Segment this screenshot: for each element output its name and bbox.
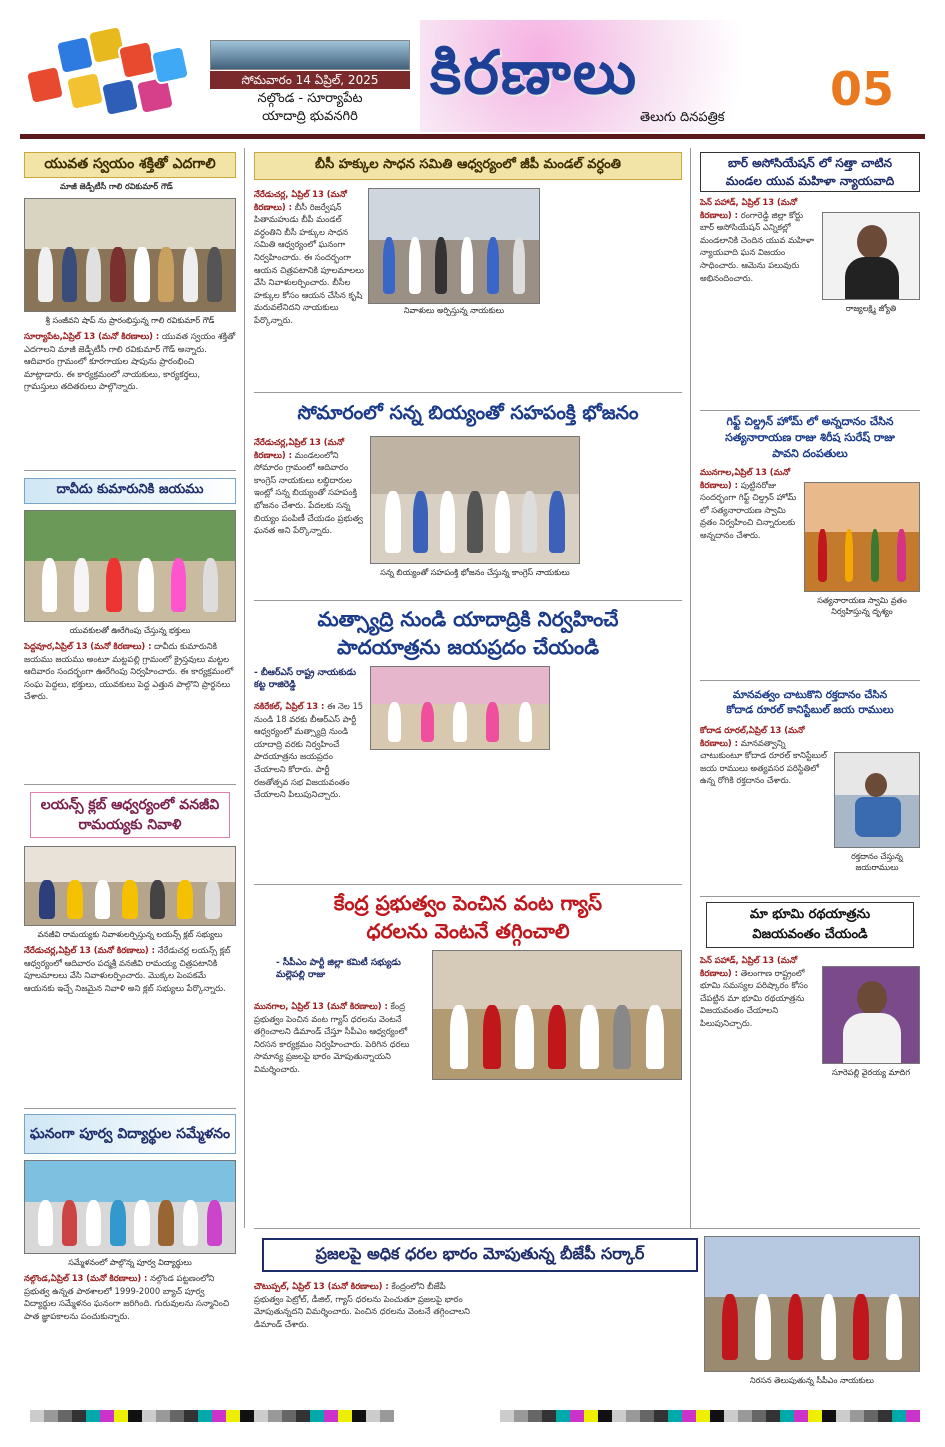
byline-padayatra: - బీఆర్ఎస్ రాష్ట్ర నాయకుడు కట్ట రాజిరెడ్డి	[254, 668, 357, 690]
headline-annadanam-line-3: పావని దంపతులు	[772, 447, 848, 460]
caption-rice: సన్న బియ్యంతో సహపంక్తి భోజనం చేస్తున్న కాంగ్రెస్ నాయకులు	[380, 568, 570, 577]
article-dateline: మునగాల,ఏప్రిల్ 13 (మనో కిరణాలు) :	[700, 467, 791, 490]
photo-davidu-procession	[24, 510, 236, 622]
region-line-1: నల్గొండ - సూర్యాపేట	[257, 91, 363, 106]
article-dateline: నేరేడుచర్ల,ఏప్రిల్ 13 (మనో కిరణాలు) :	[254, 437, 344, 460]
photo-bc-tribute	[368, 188, 540, 304]
headline-gas-line-1: కేంద్ర ప్రభుత్వం పెంచిన వంట గ్యాస్	[333, 891, 603, 915]
headline-constable	[700, 686, 920, 720]
color-bar-right	[500, 1410, 920, 1422]
headline-gas	[254, 888, 682, 946]
body-bjp-continued	[476, 1280, 698, 1392]
photo-constable-blood-donation	[834, 752, 920, 848]
cube-icon	[65, 71, 105, 111]
article-dateline: పెద్దవూర,ఏప్రిల్ 13 (మనో కిరణాలు) :	[24, 641, 152, 651]
caption-youth: శ్రీ సంజీవని షాప్ ను ప్రారంభిస్తున్న గాలి రవికుమార్ గౌడ్	[45, 316, 215, 325]
body-annadanam: మునగాల,ఏప్రిల్ 13 (మనో కిరణాలు) : పుట్టినరోజు సందర్భంగా గిఫ్ట్ చిల్డ్రన్ హోమ్ లో సత్యనారాయణ స్వామి వ్రతం నిర్వహించి చిన్నారులకు అన్నదానం చేశారు.	[700, 467, 797, 540]
headline-padayatra-line-1: మత్స్యాద్రి నుండి యాదాద్రికి నిర్వహించే	[317, 607, 619, 631]
caption-alumni: సమ్మేళనంలో పాల్గొన్న పూర్వ విద్యార్థులు	[68, 1258, 192, 1267]
article-divider	[700, 410, 920, 411]
byline-gas: - సీపీఎం పార్టీ జిల్లా కమిటీ సభ్యుడు మల్లెపల్లి రాజు	[276, 958, 401, 980]
caption-bc: నివాళులు అర్పిస్తున్న నాయకులు	[403, 306, 505, 315]
headline-gas-line-2: ధరలను వెంటనే తగ్గించాలి	[366, 919, 570, 943]
body-padayatra: నకిరేకల్, ఏప్రిల్ 13 : ఈ నెల 15 నుండి 18 వరకు బీఆర్ఎస్ పార్టీ ఆధ్వర్యంలో మత్స్యాద్రి నుండి యాదాద్రి వరకు నిర్వహించే పాదయాత్రను జయప్రదం చేయాలని కోరారు. పార్టీ రజతోత్సవ సభ విజయవంతం చేయాలని పిలుపునిచ్చారు.	[254, 701, 364, 800]
edition-region	[210, 90, 410, 126]
article-dateline: సూర్యాపేట,ఏప్రిల్ 13 (మనో కిరణాలు) :	[24, 331, 160, 341]
cube-icon	[100, 77, 140, 117]
article-dateline: నేరేడుచర్ల,ఏప్రిల్ 13 (మనో కిరణాలు) :	[24, 945, 155, 955]
region-line-2: యాదాద్రి భువనగిరి	[262, 109, 358, 124]
article-divider	[24, 784, 236, 785]
body-bar: పెన్ పహాడ్, ఏప్రిల్ 13 (మనో కిరణాలు) : రంగారెడ్డి జిల్లా కోర్టు బార్ అసోసియేషన్ ఎన్నికల్లో మండలానికి చెందిన యువ మహిళా న్యాయవాది ఘన విజయం సాధించారు. ఆమెను పలువురు అభినందించారు.	[700, 197, 815, 283]
headline-rice: సోమారంలో సన్న బియ్యంతో సహపంక్తి భోజనం	[297, 401, 639, 424]
article-divider	[700, 680, 920, 681]
body-gas: మునగాల, ఏప్రిల్ 13 (మనో కిరణాలు) : కేంద్ర ప్రభుత్వం పెంచిన వంట గ్యాస్ ధరలను వెంటనే తగ్గించాలని డిమాండ్ చేస్తూ సీపీఎం ఆధ్వర్యంలో నిరసన కార్యక్రమం నిర్వహించారు. పెరిగిన ధరలు సామాన్య ప్రజలపై భారం మోపుతున్నాయని విమర్శించారు.	[254, 1001, 410, 1074]
body-lions: నేరేడుచర్ల,ఏప్రిల్ 13 (మనో కిరణాలు) : నేరేడుచర్ల లయన్స్ క్లబ్ ఆధ్వర్యంలో ఆదివారం పద్మశ్రీ వనజీవి రామయ్య చిత్రపటానికి పూలమాలలు వేసి నివాళులర్పించారు. మొక్కల పెంపకమే ఆయనకు ఇచ్చే నిజమైన నివాళి అని క్లబ్ సభ్యులు పేర్కొన్నారు.	[24, 945, 231, 993]
article-divider	[254, 600, 682, 601]
headline-annadanam-line-2: సత్యనారాయణ రాజు శిరీష సురేష్ రాజు	[725, 431, 895, 444]
photo-rice-meal	[370, 436, 580, 564]
byline-youth: మాజీ జెడ్పీటీసీ గాలి రవికుమార్ గౌడ్	[60, 182, 173, 191]
headline-bar	[700, 152, 920, 192]
body-rice: నేరేడుచర్ల,ఏప్రిల్ 13 (మనో కిరణాలు) : మండలంలోని సోమారం గ్రామంలో ఆదివారం కాంగ్రెస్ నాయకులు లబ్ధిదారుల ఇంట్లో సన్న బియ్యంతో సహపంక్తి భోజనం చేశారు. పేదలకు సన్న బియ్యం పంపిణీ చేయడం ప్రభుత్వ ఘనత అని పేర్కొన్నారు.	[254, 437, 363, 536]
newspaper-title: కిరణాలు	[430, 38, 639, 108]
headline-rathayatra-line-1: మా భూమి రథయాత్రను	[749, 907, 871, 922]
headline-rathayatra-line-2: విజయవంతం చేయండి	[752, 927, 868, 942]
cube-icon	[150, 45, 190, 85]
headline-annadanam	[700, 414, 920, 462]
article-dateline: పెన్ పహాడ్, ఏప్రిల్ 13 (మనో కిరణాలు) :	[700, 955, 798, 978]
caption-rathayatra: సూరెపల్లి వైరయ్య మాదిగ	[832, 1068, 910, 1077]
body-gas-continued	[432, 1086, 682, 1220]
body-bc-continued	[546, 188, 682, 356]
photo-bar-advocate	[822, 212, 920, 300]
body-alumni: నల్గొండ,ఏప్రిల్ 13 (మనో కిరణాలు) : నల్గొండ పట్టణంలోని ప్రభుత్వ ఉన్నత పాఠశాలలో 1999-2000 బ్యాచ్ పూర్వ విద్యార్థుల సమ్మేళనం ఘనంగా జరిగింది. గురువులను సన్మానించి పాత జ్ఞాపకాలను పంచుకున్నారు.	[24, 1273, 230, 1321]
photo-annadanam	[804, 482, 920, 592]
article-dateline: మునగాల, ఏప్రిల్ 13 (మనో కిరణాలు) :	[254, 1001, 388, 1011]
body-bjp: చౌటుప్పల్, ఏప్రిల్ 13 (మనో కిరణాలు) : కేంద్రంలోని బీజేపీ ప్రభుత్వం పెట్రోల్, డీజిల్, గ్యాస్ ధరలను పెంచుతూ ప్రజలపై భారం మోపుతున్నదని విమర్శించారు. పెంచిన ధరలను వెంటనే తగ్గించాలని డిమాండ్ చేశారు.	[254, 1281, 470, 1329]
body-padayatra-continued	[554, 666, 682, 880]
headline-bar-line-2: మండల యువ మహిళా న్యాయవాది	[725, 174, 895, 188]
color-bar-left	[30, 1410, 394, 1422]
caption-bjp: నిరసన తెలుపుతున్న సీపీఎం నాయకులు	[750, 1376, 874, 1385]
photo-gas-protest	[432, 950, 682, 1080]
newspaper-subtitle: తెలుగు దినపత్రిక	[640, 110, 725, 125]
headline-bar-line-1: బార్ అసోసియేషన్ లో సత్తా చాటిన	[727, 156, 893, 170]
headline-constable-line-1: మానవత్వం చాటుకొని రక్తదానం చేసిన	[732, 689, 888, 701]
column-divider	[244, 148, 245, 1228]
headline-padayatra	[254, 604, 682, 662]
caption-annadanam: సత్యనారాయణ స్వామి వ్రతం నిర్వహిస్తున్న దృశ్యం	[817, 596, 907, 616]
body-davidu: పెద్దవూర,ఏప్రిల్ 13 (మనో కిరణాలు) : దావీదు కుమారునికి జయము జయము అంటూ మట్టపల్లి గ్రామంలో క్రైస్తవులు మట్టల ఆదివారం సందర్భంగా ఊరేగింపు నిర్వహించారు. ఈ కార్యక్రమంలో సంఘ పెద్దలు, భక్తులు, యువకులు పెద్ద ఎత్తున పాల్గొని ప్రార్థనలు చేశారు.	[24, 641, 234, 702]
headline-constable-line-2: కోదాడ రూరల్ కానిస్టేబుల్ జయ రాములు	[726, 704, 894, 716]
body-youth: సూర్యాపేట,ఏప్రిల్ 13 (మనో కిరణాలు) : యువత స్వయం శక్తితో ఎదగాలని మాజీ జెడ్పీటీసీ గాలి రవికుమార్ గౌడ్ అన్నారు. ఆదివారం గ్రామంలో కూరగాయల షాపును ప్రారంభించి మాట్లాడారు. ఈ కార్యక్రమంలో నాయకులు, కార్యకర్తలు, గ్రామస్తులు తదితరులు పాల్గొన్నారు.	[24, 331, 236, 392]
article-divider	[254, 884, 682, 885]
photo-bjp-protest	[704, 1236, 920, 1372]
article-divider	[24, 470, 236, 471]
article-divider	[24, 1108, 236, 1109]
headline-alumni: ఘనంగా పూర్వ విద్యార్థుల సమ్మేళనం	[24, 1114, 236, 1154]
photo-youth-shop-opening	[24, 198, 236, 312]
headline-rathayatra	[706, 902, 914, 948]
photo-rathayatra-leader	[822, 966, 920, 1064]
body-rathayatra: పెన్ పహాడ్, ఏప్రిల్ 13 (మనో కిరణాలు) : తెలంగాణ రాష్ట్రంలో భూమి సమస్యల పరిష్కారం కోసం చేపట్టిన మా భూమి రథయాత్రను విజయవంతం చేయాలని పిలుపునిచ్చారు.	[700, 955, 808, 1028]
article-divider	[254, 392, 682, 393]
caption-lions: వనజీవి రామయ్యకు నివాళులర్పిస్తున్న లయన్స్ క్లబ్ సభ్యులు	[37, 930, 223, 939]
article-dateline: కోదాడ రూరల్,ఏప్రిల్ 13 (మనో కిరణాలు) :	[700, 725, 805, 748]
photo-padayatra-meeting	[370, 666, 550, 750]
headline-annadanam-line-1: గిఫ్ట్ చిల్డ్రన్ హోమ్ లో అన్నదానం చేసిన	[726, 415, 894, 428]
headline-youth: యువత స్వయం శక్తితో ఎదగాలి	[24, 152, 236, 178]
article-divider	[700, 896, 920, 897]
photo-alumni-meet	[24, 1160, 236, 1254]
social-media-cubes-graphic	[28, 28, 198, 133]
headline-davidu: దావీదు కుమారునికి జయము	[24, 478, 236, 504]
article-dateline: నేరేడుచర్ల, ఏప్రిల్ 13 (మనో కిరణాలు) :	[254, 189, 347, 212]
body-constable: కోదాడ రూరల్,ఏప్రిల్ 13 (మనో కిరణాలు) : మానవత్వాన్ని చాటుకుంటూ కోదాడ రూరల్ కానిస్టేబుల్ జయ రాములు అత్యవసర పరిస్థితిలో ఉన్న రోగికి రక్తదానం చేశారు.	[700, 725, 827, 786]
masthead-rule	[20, 134, 925, 139]
body-rice-continued	[584, 436, 682, 596]
article-divider	[254, 1228, 920, 1229]
article-dateline: చౌటుప్పల్, ఏప్రిల్ 13 (మనో కిరణాలు) :	[254, 1281, 389, 1291]
caption-davidu: యువకులతో ఊరేగింపు చేస్తున్న భక్తులు	[69, 626, 191, 635]
article-dateline: నల్గొండ,ఏప్రిల్ 13 (మనో కిరణాలు) :	[24, 1273, 148, 1283]
edition-date: సోమవారం 14 ఏప్రిల్, 2025	[210, 71, 410, 89]
masthead-landscape-photo	[210, 40, 410, 70]
article-dateline: నకిరేకల్, ఏప్రిల్ 13 :	[254, 701, 325, 711]
article-dateline: పెన్ పహాడ్, ఏప్రిల్ 13 (మనో కిరణాలు) :	[700, 197, 798, 220]
headline-lions: లయన్స్ క్లబ్ ఆధ్వర్యంలో వనజీవి రామయ్యకు నివాళి	[30, 792, 230, 838]
photo-lions-tribute	[24, 846, 236, 926]
caption-constable: రక్తదానం చేస్తున్న జయరాములు	[851, 852, 903, 872]
caption-bar: రాజ్యలక్ష్మి జ్యోతి	[845, 304, 897, 313]
headline-bc: బీసీ హక్కుల సాధన సమితి ఆధ్వర్యంలో జీపీ మండల్ వర్ధంతి	[254, 152, 682, 180]
body-bc: నేరేడుచర్ల, ఏప్రిల్ 13 (మనో కిరణాలు) : బీసీ రిజర్వేషన్ పితామహుడు బీపీ మండల్ వర్ధంతిని బీసీ హక్కుల సాధన సమితి ఆధ్వర్యంలో ఘనంగా నిర్వహించారు. ఈ సందర్భంగా ఆయన చిత్రపటానికి పూలమాలలు వేసి నివాళులర్పించారు. బీసీల హక్కుల కోసం ఆయన చేసిన కృషి మరువలేనిదని నాయకులు పేర్కొన్నారు.	[254, 189, 364, 325]
print-registration-strip	[0, 1400, 945, 1430]
cube-icon	[25, 65, 65, 105]
headline-bjp: ప్రజలపై అధిక ధరల భారం మోపుతున్న బీజేపీ సర్కార్	[262, 1238, 698, 1272]
column-divider	[690, 148, 691, 1228]
page-number: 05	[830, 62, 895, 116]
headline-padayatra-line-2: పాదయాత్రను జయప్రదం చేయండి	[336, 635, 599, 659]
masthead	[0, 0, 945, 140]
